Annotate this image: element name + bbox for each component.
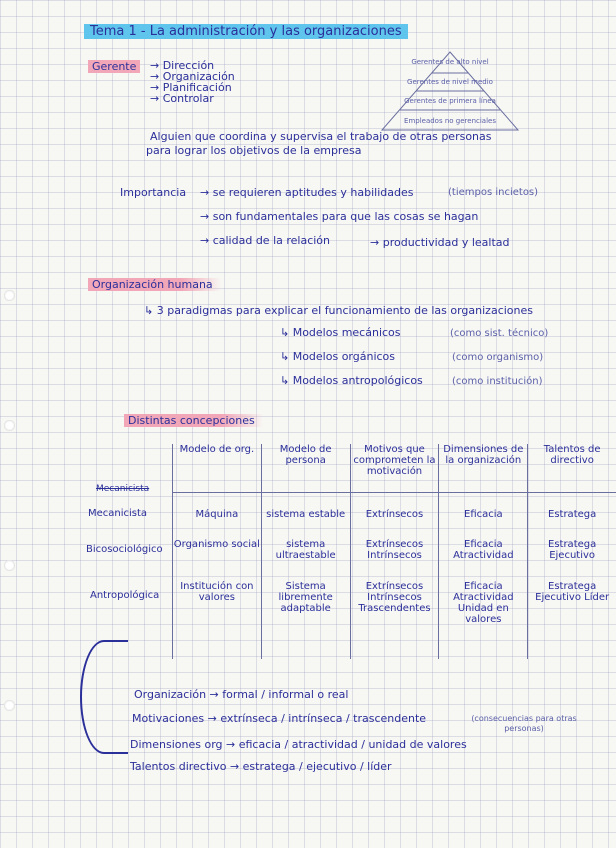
importancia-result: → productividad y lealtad	[370, 236, 510, 249]
summary-line: Talentos directivo → estratega / ejecutivo / líder	[130, 760, 392, 773]
table-cell: Institución con valores	[173, 577, 262, 659]
manager-pyramid	[380, 50, 520, 132]
concepciones-table	[172, 444, 616, 659]
table-cell: Extrínsecos Intrínsecos	[350, 533, 439, 577]
importancia-item: → son fundamentales para que las cosas se hagan	[200, 210, 479, 223]
model-item: ↳ Modelos mecánicos	[280, 326, 401, 339]
table-row	[173, 577, 616, 659]
binder-hole	[4, 290, 15, 301]
model-item: ↳ Modelos antropológicos	[280, 374, 423, 387]
table-cell: Estratega Ejecutivo Líder	[528, 577, 616, 659]
table-row	[173, 493, 616, 533]
gerente-label: Gerente	[88, 60, 140, 73]
table-cell: Máquina	[173, 493, 262, 533]
pyramid-level: Gerentes de primera línea	[404, 97, 496, 105]
table-row	[173, 533, 616, 577]
table-cell: Extrínsecos Intrínsecos Trascendentes	[350, 577, 439, 659]
pyramid-level: Gerentes de alto nivel	[411, 58, 489, 66]
table-cell: Sistema libremente adaptable	[261, 577, 350, 659]
concepciones-label: Distintas concepciones	[124, 414, 263, 427]
summary-bracket	[80, 640, 128, 754]
pyramid-level: Gerentes de nivel medio	[407, 78, 493, 86]
binder-hole	[4, 560, 15, 571]
function-item: → Planificación	[150, 81, 232, 94]
summary-note: (consecuencias para otras personas)	[471, 714, 577, 733]
importancia-item: → se requieren aptitudes y habilidades	[200, 186, 414, 199]
importancia-note: (tiempos incietos)	[448, 187, 539, 198]
row-label: Mecanicista	[88, 508, 148, 519]
table-cell: sistema estable	[261, 493, 350, 533]
summary-line: Dimensiones org → eficacia / atractividad / unidad de valores	[130, 738, 467, 751]
table-header-row	[173, 444, 616, 493]
table-header: Talentos de directivo	[528, 444, 616, 493]
table-header: Dimensiones de la organización	[439, 444, 528, 493]
function-item: → Organización	[150, 70, 235, 83]
table-cell: sistema ultraestable	[261, 533, 350, 577]
model-item: ↳ Modelos orgánicos	[280, 350, 396, 363]
model-note: (como organismo)	[452, 352, 544, 363]
importancia-label: Importancia	[120, 186, 187, 199]
table-cell: Estratega	[528, 493, 616, 533]
function-item: → Dirección	[150, 59, 215, 72]
table-cell: Eficacia Atractividad Unidad en valores	[439, 577, 528, 659]
table-header: Modelo de persona	[261, 444, 350, 493]
definition-line: para lograr los objetivos de la empresa	[146, 144, 362, 157]
table-header: Motivos que comprometen la motivación	[350, 444, 439, 493]
pyramid-level: Empleados no gerenciales	[404, 117, 496, 125]
row-label: Bicosociológico	[86, 544, 163, 555]
binder-hole	[4, 700, 15, 711]
table-cell: Estratega Ejecutivo	[528, 533, 616, 577]
crossed-out-word: Mecanicista	[96, 484, 150, 494]
table-cell: Extrínsecos	[350, 493, 439, 533]
summary-line: Motivaciones → extrínseca / intrínseca / trascendente	[132, 712, 427, 725]
model-note: (como institución)	[452, 376, 543, 387]
table-cell: Eficacia Atractividad	[439, 533, 528, 577]
organizacion-humana-label: Organización humana	[88, 278, 221, 291]
gerente-functions	[150, 60, 235, 104]
binder-hole	[4, 420, 15, 431]
table-cell: Eficacia	[439, 493, 528, 533]
paradigmas-intro: ↳ 3 paradigmas para explicar el funcionamiento de las organizaciones	[144, 304, 534, 317]
table-header: Modelo de org.	[173, 444, 262, 493]
page-title: Tema 1 - La administración y las organizaciones	[84, 24, 408, 39]
importancia-item: → calidad de la relación	[200, 234, 331, 247]
row-label: Antropológica	[90, 590, 160, 601]
function-item: → Controlar	[150, 92, 214, 105]
summary-line: Organización → formal / informal o real	[134, 688, 349, 701]
definition-line: Alguien que coordina y supervisa el trabajo de otras personas	[150, 130, 492, 143]
table-cell: Organismo social	[173, 533, 262, 577]
model-note: (como sist. técnico)	[450, 328, 549, 339]
